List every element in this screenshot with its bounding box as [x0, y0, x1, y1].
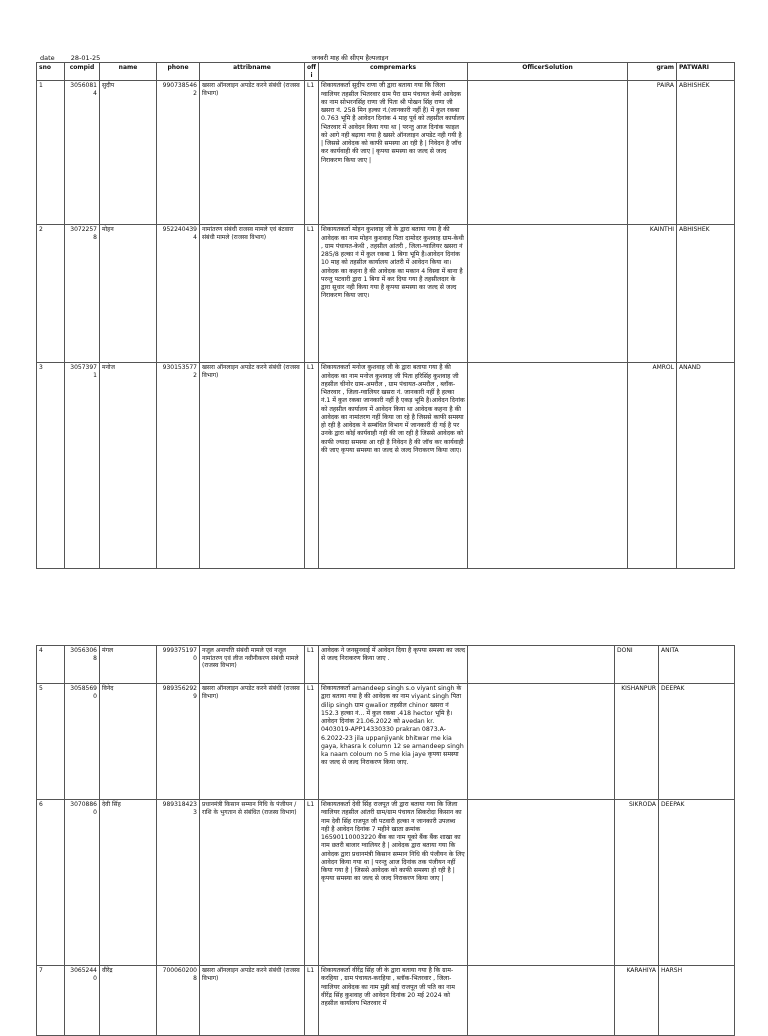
date-line	[40, 54, 114, 62]
table-row	[37, 646, 735, 684]
cell-compremarks: शिकायतकर्ता देवी सिंह राजपूत जी द्वारा बताया गया कि जिला ग्वालियर तहसील आंतरी ग्राम/ग्राम पंचायत सिकरोदा किसान का नाम देवी सिंह राजपूत जी पटवारी हल्का न जानकारी उपलब्ध नही है आवेदन दिनांक 7 महीने खाता क्रमांक 16590110003220 बैंक का नाम यूको बैंक बैंक शाखा का नाम छतरी बाजार ग्वालियर है | आवेदक द्वारा बताया गया कि आवेदक द्वारा प्रधानमंत्री किसान सम्मान निधि की पंजीयन के लिए आवेदन किया गया था | परन्तु आज दिनांक तक पंजीयन नहीं किया गया है | जिससे आवेदक को काफी समस्या हो रही है | कृपया समस्या का जल्द से जल्द निराकरण किया जाए |	[319, 800, 468, 966]
cell-name: सुदीप	[100, 81, 157, 225]
cell-phone: 9893562929	[157, 684, 200, 800]
cell-name: विनेद	[100, 684, 157, 800]
cell-officer-solution	[468, 684, 615, 800]
cell-officer-solution	[468, 800, 615, 966]
header-row	[37, 63, 735, 81]
cell-phone: 9893184233	[157, 800, 200, 966]
cell-attribname: खसरा ऑनलाइन अपडेट करने संबंधी (राजस्व विभाग)	[200, 684, 305, 800]
cell-gram: AMROL	[628, 363, 677, 569]
cell-name: देवी सिंह	[100, 800, 157, 966]
col-sno: sno	[37, 63, 65, 81]
col-compid: compid	[65, 63, 100, 81]
table-row	[37, 81, 735, 225]
col-name: name	[100, 63, 157, 81]
cell-compid: 30563068	[65, 646, 100, 684]
cell-offi: L1	[305, 225, 319, 363]
cell-compid: 30560814	[65, 81, 100, 225]
col-officer-solution: OfficerSolution	[468, 63, 628, 81]
cell-gram: PAIRA	[628, 81, 677, 225]
cell-attribname: नजूल अनापत्ति संबंधी मामले एवं नजूल नामांतरण एवं लीज नवीनीकरण संबंधी मामले (राजस्व विभाग)	[200, 646, 305, 684]
cell-offi: L1	[305, 684, 319, 800]
cell-offi: L1	[305, 81, 319, 225]
cell-patwari: HARSH	[659, 966, 735, 1036]
complaint-table-page-1	[36, 62, 735, 569]
cell-offi: L1	[305, 966, 319, 1036]
cell-compremarks: आवेदक ने जनसुनवाई में आवेदन दिया है कृपया समस्या का जल्द से जल्द निराकरण किया जाए .	[319, 646, 468, 684]
cell-officer-solution	[468, 363, 628, 569]
cell-phone: 9301535772	[157, 363, 200, 569]
cell-sno: 3	[37, 363, 65, 569]
cell-officer-solution	[468, 646, 615, 684]
cell-attribname: खसरा ऑनलाइन अपडेट करने संबंधी (राजस्व विभाग)	[200, 966, 305, 1036]
col-gram: gram	[628, 63, 677, 81]
cell-officer-solution	[468, 81, 628, 225]
table-row	[37, 225, 735, 363]
cell-patwari: ANITA	[659, 646, 735, 684]
cell-name: मंगल	[100, 646, 157, 684]
cell-sno: 5	[37, 684, 65, 800]
cell-compid: 30722578	[65, 225, 100, 363]
page-one	[36, 62, 734, 569]
page-two	[36, 645, 734, 1036]
cell-compid: 30708860	[65, 800, 100, 966]
cell-patwari: ABHISHEK	[677, 225, 735, 363]
date-value: 28-01-25	[70, 54, 101, 62]
cell-gram: KISHANPUR	[615, 684, 659, 800]
cell-attribname: नामांतरण संबंधी राजस्व मामले एवं बंटवारा संबंधी मामले (राजस्व विभाग)	[200, 225, 305, 363]
col-patwari: PATWARI	[677, 63, 735, 81]
cell-attribname: खसरा ऑनलाइन अपडेट करने संबंधी (राजस्व विभाग)	[200, 363, 305, 569]
cell-compremarks: शिकायतकर्ता amandeep singh s.o viyant singh के द्वारा बताया गया है की आवेदक का नाम viyant singh पिता dilip singh ग्राम gwalior तहसील chinor खसरा नं 152.3 हल्का नं... में कुल रकबा .418 hector भूमि है।आवेदन दिनांक 21.06.2022 को avedan kr. 0403019-APP14330330 prakran 0873.A-6.2022-23 jila uppanjiyank bhitwar me kia gaya, khasra k column 12 se amandeep singh ka naam coloum no 5 me kia jaye कृपया समस्या का जल्द से जल्द निराकरण किया जाए.	[319, 684, 468, 800]
cell-compremarks: शिकायतकर्ता वीरेंद्र सिंह जी के द्वारा बताया गया है कि ग्राम-करहिया , ग्राम पंचायत-करहिया , ब्लॉक-भितरवार , जिला-ग्वालियर आवेदक का नाम मुन्नी बाई राजपूत जी पति का नाम वीरेंद्र सिंह कुशवाह जी आवेदन दिनांक 20 मई 2024 को तहसील कार्यालय भितरवार में	[319, 966, 468, 1036]
cell-offi: L1	[305, 363, 319, 569]
cell-name: मोहन	[100, 225, 157, 363]
col-offi: offi	[305, 63, 319, 81]
cell-offi: L1	[305, 646, 319, 684]
cell-phone: 9522404394	[157, 225, 200, 363]
cell-gram: KAINTHI	[628, 225, 677, 363]
cell-phone: 7000602008	[157, 966, 200, 1036]
cell-patwari: ANAND	[677, 363, 735, 569]
cell-offi: L1	[305, 800, 319, 966]
cell-compremarks: शिकायतकर्ता मोहन कुशवाह जी के द्वारा बताया गया है की आवेदक का नाम मोहन कुशवाह पिता दामोदर कुशवाह ग्राम-केथी , ग्राम पंचायत-केथी , तहसील आंतरी , जिला-ग्वालियर खसरा नं 285/8 हल्का नं में कुल रकबा 1 बिगा भूमि है।आवेदन दिनांक 10 माह को तहसील कार्यालय आंतरी में आवेदन किया था। आवेदक का कहना है की आवेदक का मकान 4 विस्वा में बाना है परन्तु पटवारी द्वारा 1 बिगा में कर दिया गया है तहसीलदार के द्वारा सुधार नही किया गया है कृपया समस्या का जल्द से जल्द निराकरण किया जाए।	[319, 225, 468, 363]
cell-patwari: DEEPAK	[659, 800, 735, 966]
table-row	[37, 684, 735, 800]
sheet-title: जनवरी माह की सीएम हैल्पलाइन	[311, 54, 389, 62]
cell-compremarks: शिकायतकर्ता मनोज कुशवाह जी के द्वारा बताया गया है की आवेदक का नाम मनोज कुशवाह जी पिता हरिसिंह कुशवाह जी तहसील चीनोर ग्राम-अमरौल , ग्राम पंचायत-अमरौल , ब्लॉक-भितरवार , जिला-ग्वालियर खसरा नं. जानकारी नहीं है हल्का नं.1 में कुल रकबा जानकारी नहीं है एकड़ भूमि है।आवेदन दिनांक को तहसील कार्यालय में आवेदन किया था आवेदक कहना है की आवेदक का नामांतरण नहीं किया जा रहे है जिससे काफी समस्या हो रही है आवेदक ने सम्बंधित विभाग में जानकारी दी गई है पर उनके द्वारा कोई कार्यवाही नही की जा रही है जिससे आवेदक को काफी ज्यादा समस्या आ रही है निवेदन है की जॉच कर कार्यवाही की जाए कृपया समस्या का जल्द से जल्द निराकरण किया जाए।	[319, 363, 468, 569]
cell-compremarks: शिकायतकर्ता सुदीप राणा जी द्वारा बताया गया कि जिला ग्वालियर तहसील भितरवार ग्राम पैरा ग्राम पंचायत केमी आवेदक का नाम सोभरनसिंह राणा जी पिता श्री पोखन सिंह राणा जी खसरा नं. 258 मिन हल्का नं.(जानकारी नहीं है) में कुल रकबा 0.763 भूमि है आवेदन दिनांक 4 माह पूर्व को तहसील कार्यालय भितरवार में आवेदन किया गया था | परन्तु आज दिनांक फाइल को आगे नही बढ़ाया गया है खसरे ऑनलाइन अपडेट नही गयी है | जिससे आवेदक को काफी समस्या आ रही है | निवेदन है जॉच कर कार्यवाही की जाए | कृपया समस्या का जल्द से जल्द निराकरण किया जाए |	[319, 81, 468, 225]
cell-officer-solution	[468, 225, 628, 363]
cell-patwari: ABHISHEK	[677, 81, 735, 225]
cell-officer-solution	[468, 966, 615, 1036]
col-compremarks: compremarks	[319, 63, 468, 81]
date-label: date	[40, 54, 55, 62]
col-attribname: attribname	[200, 63, 305, 81]
cell-sno: 7	[37, 966, 65, 1036]
cell-gram: SIKRODA	[615, 800, 659, 966]
cell-phone: 9993751970	[157, 646, 200, 684]
col-phone: phone	[157, 63, 200, 81]
cell-name: वीरेंद्र	[100, 966, 157, 1036]
cell-attribname: खसरा ऑनलाइन अपडेट करने संबंधी (राजस्व विभाग)	[200, 81, 305, 225]
cell-sno: 6	[37, 800, 65, 966]
cell-phone: 9907385462	[157, 81, 200, 225]
table-row	[37, 966, 735, 1036]
cell-sno: 4	[37, 646, 65, 684]
table-row	[37, 800, 735, 966]
cell-sno: 2	[37, 225, 65, 363]
cell-attribname: प्रधानमंत्री किसान सम्मान निधि के पंजीयन / राशि के भुगतान से संबंधित (राजस्व विभाग)	[200, 800, 305, 966]
cell-compid: 30585690	[65, 684, 100, 800]
cell-name: मनोज	[100, 363, 157, 569]
table-row	[37, 363, 735, 569]
cell-sno: 1	[37, 81, 65, 225]
complaint-table-page-2	[36, 645, 735, 1036]
cell-patwari: DEEPAK	[659, 684, 735, 800]
cell-gram: KARAHIYA	[615, 966, 659, 1036]
cell-gram: DONI	[615, 646, 659, 684]
cell-compid: 30573971	[65, 363, 100, 569]
cell-compid: 30652440	[65, 966, 100, 1036]
